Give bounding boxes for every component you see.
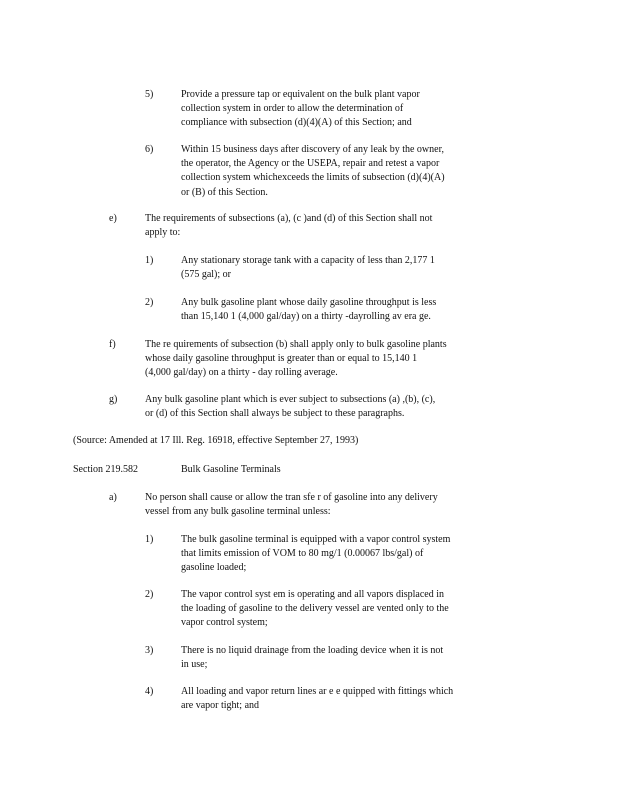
text-line: in use;: [181, 659, 208, 671]
item-5-text: [181, 88, 511, 131]
item-6-text: [181, 143, 511, 200]
item-a1-text: [181, 533, 511, 576]
text-line: Any stationary storage tank with a capacity of less than 2,177 1: [181, 255, 435, 266]
subsection-g-text: [145, 393, 515, 421]
text-line: There is no liquid drainage from the loading device when it is not: [181, 645, 444, 656]
item-marker: g): [109, 394, 118, 405]
text-line: whose daily gasoline throughput is greater than or equal to 15,140 1: [145, 353, 418, 365]
item-marker: a): [109, 492, 117, 503]
text-line: vessel from any bulk gasoline terminal unless:: [145, 506, 331, 518]
subsection-a-text: [145, 491, 515, 519]
item-a3-text: [181, 644, 511, 672]
text-line: are vapor tight; and: [181, 700, 260, 712]
text-line: All loading and vapor return lines ar e e quipped with fittings which: [181, 686, 454, 697]
text-line: that limits emission of VOM to 80 mg/1 (0.00067 lbs/gal) of: [181, 548, 424, 560]
text-line: or (d) of this Section shall always be subject to these paragraphs.: [145, 408, 405, 420]
text-line: The requirements of subsections (a), (c )and (d) of this Section shall not: [145, 213, 433, 224]
subsection-e-text: [145, 212, 505, 240]
text-line: (4,000 gal/day) on a thirty - day rolling average.: [145, 367, 338, 379]
item-a4-text: [181, 685, 511, 713]
item-marker: 2): [145, 297, 154, 308]
text-line: Within 15 business days after discovery of any leak by the owner,: [181, 144, 445, 155]
item-marker: f): [109, 339, 116, 350]
text-line: Provide a pressure tap or equivalent on the bulk plant vapor: [181, 89, 420, 100]
text-line: collection system in order to allow the determination of: [181, 103, 404, 115]
text-line: compliance with subsection (d)(4)(A) of this Section; and: [181, 117, 412, 129]
item-marker: e): [109, 213, 117, 224]
text-line: or (B) of this Section.: [181, 186, 268, 198]
text-line: (Source: Amended at 17 Ill. Reg. 16918, effective September 27, 1993): [73, 435, 359, 446]
item-marker: 3): [145, 645, 154, 656]
section-title: Bulk Gasoline Terminals: [181, 464, 281, 475]
text-line: than 15,140 1 (4,000 gal/day) on a thirty -dayrolling av era ge.: [181, 311, 431, 323]
text-line: the loading of gasoline to the delivery vessel are vented only to the: [181, 603, 449, 615]
source-note: [73, 434, 513, 448]
text-line: vapor control system;: [181, 617, 268, 629]
item-e2-text: [181, 296, 511, 324]
text-line: (575 gal); or: [181, 269, 231, 281]
text-line: the operator, the Agency or the USEPA, repair and retest a vapor: [181, 158, 440, 170]
text-line: collection system whichexceeds the limits of subsection (d)(4)(A): [181, 172, 445, 184]
text-line: Any bulk gasoline plant whose daily gasoline throughput is less: [181, 297, 437, 308]
text-line: The bulk gasoline terminal is equipped with a vapor control system: [181, 534, 451, 545]
text-line: The vapor control syst em is operating and all vapors displaced in: [181, 589, 444, 600]
text-line: gasoline loaded;: [181, 562, 247, 574]
item-marker: 5): [145, 89, 154, 100]
text-line: No person shall cause or allow the tran sfe r of gasoline into any delivery: [145, 492, 438, 503]
item-marker: 6): [145, 144, 154, 155]
text-line: apply to:: [145, 227, 181, 239]
text-line: Any bulk gasoline plant which is ever subject to subsections (a) ,(b), (c),: [145, 394, 436, 405]
item-marker: 2): [145, 589, 154, 600]
item-marker: 1): [145, 534, 154, 545]
item-a2-text: [181, 588, 511, 631]
subsection-f-text: [145, 338, 515, 381]
item-marker: 1): [145, 255, 154, 266]
section-number: Section 219.582: [73, 464, 138, 475]
item-e1-text: [181, 254, 511, 282]
item-marker: 4): [145, 686, 154, 697]
text-line: The re quirements of subsection (b) shall apply only to bulk gasoline plants: [145, 339, 447, 350]
